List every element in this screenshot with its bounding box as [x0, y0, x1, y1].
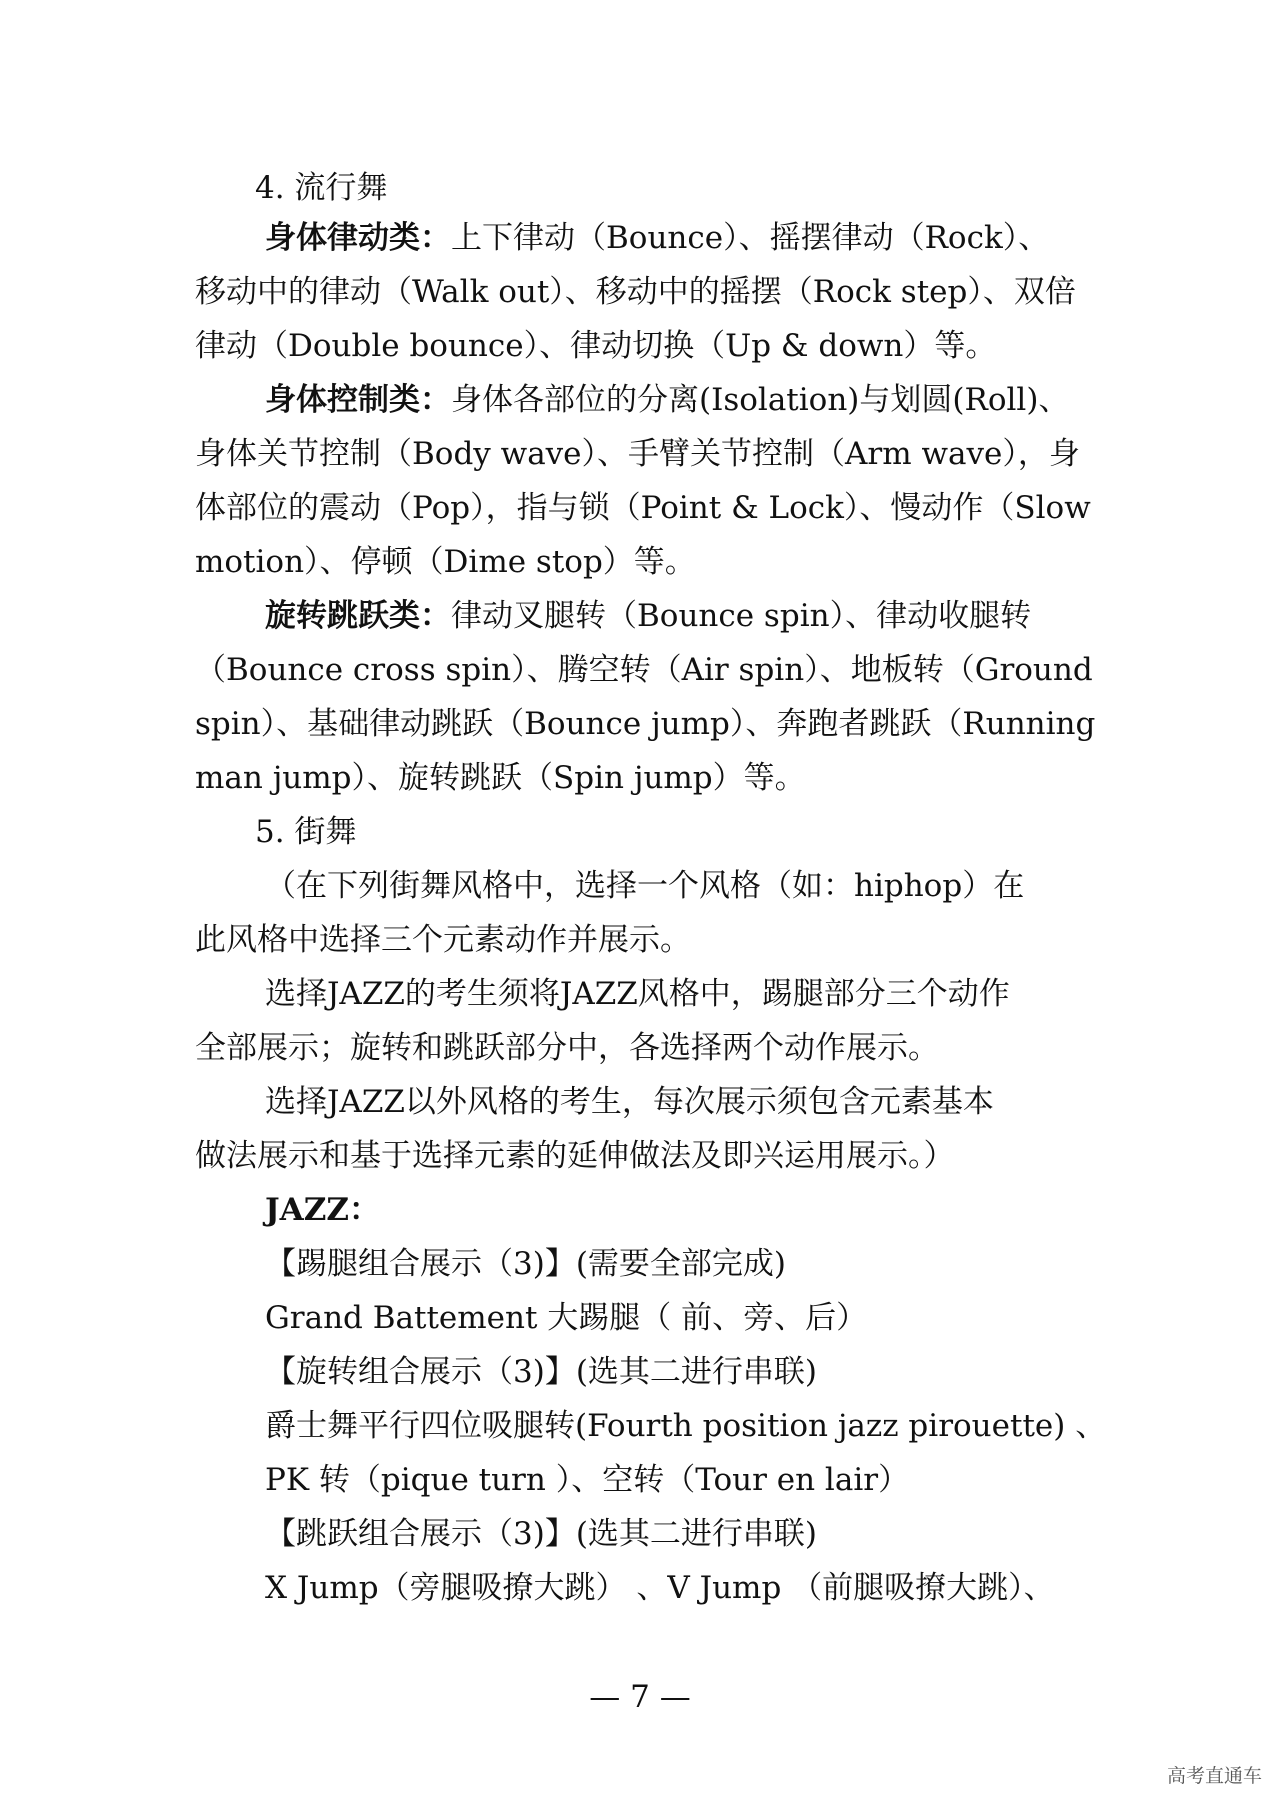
- street-paragraph-2-line-1: 选择JAZZ的考生须将JAZZ风格中，踢腿部分三个动作: [265, 976, 1010, 1012]
- jazz-jump-body: X Jump（旁腿吸撩大跳） 、V Jump （前腿吸撩大跳）、: [265, 1570, 1055, 1606]
- category-label-spin: 旋转跳跃类：: [265, 598, 451, 634]
- spin-text-1: 律动叉腿转（Bounce spin）、律动收腿转: [451, 598, 1032, 634]
- paragraph-control-line-1: [265, 380, 1165, 420]
- jazz-kick-heading: 【踢腿组合展示（3)】(需要全部完成): [265, 1246, 787, 1282]
- paragraph-spin-line-4: man jump）、旋转跳跃（Spin jump）等。: [195, 760, 806, 796]
- paragraph-spin-line-1: [265, 596, 1165, 636]
- paragraph-rhythm-line-2: 移动中的律动（Walk out）、移动中的摇摆（Rock step）、双倍: [195, 274, 1076, 310]
- paragraph-spin-line-3: spin）、基础律动跳跃（Bounce jump）、奔跑者跳跃（Running: [195, 706, 1096, 742]
- street-paragraph-1-line-1: （在下列街舞风格中，选择一个风格（如：hiphop）在: [265, 868, 1025, 904]
- paragraph-control-line-3: 体部位的震动（Pop），指与锁（Point & Lock）、慢动作（Slow: [195, 490, 1091, 526]
- street-paragraph-3-line-2: 做法展示和基于选择元素的延伸做法及即兴运用展示。）: [195, 1138, 955, 1174]
- jazz-title: JAZZ：: [265, 1192, 380, 1228]
- paragraph-rhythm-line-1: [265, 218, 1165, 258]
- paragraph-rhythm-line-3: 律动（Double bounce）、律动切换（Up & down）等。: [195, 328, 997, 364]
- jazz-turn-heading: 【旋转组合展示（3)】(选其二进行串联): [265, 1354, 818, 1390]
- jazz-turn-body-1: 爵士舞平行四位吸腿转(Fourth position jazz pirouette) 、: [265, 1408, 1107, 1444]
- paragraph-control-line-4: motion）、停顿（Dime stop）等。: [195, 544, 696, 580]
- street-paragraph-1-line-2: 此风格中选择三个元素动作并展示。: [195, 922, 691, 958]
- street-paragraph-3-line-1: 选择JAZZ以外风格的考生，每次展示须包含元素基本: [265, 1084, 994, 1120]
- watermark: 高考直通车: [1166, 1765, 1262, 1787]
- paragraph-spin-line-2: （Bounce cross spin）、腾空转（Air spin）、地板转（Ground: [195, 652, 1093, 688]
- jazz-turn-body-2: PK 转（pique turn ）、空转（Tour en lair）: [265, 1462, 910, 1498]
- rhythm-text-1: 上下律动（Bounce）、摇摆律动（Rock）、: [451, 220, 1050, 256]
- section-heading-street-dance: 5. 街舞: [255, 814, 357, 850]
- section-heading-popular-dance: 4. 流行舞: [255, 170, 388, 206]
- control-text-1: 身体各部位的分离(Isolation)与划圆(Roll)、: [451, 382, 1070, 418]
- category-label-rhythm: 身体律动类：: [265, 220, 451, 256]
- street-paragraph-2-line-2: 全部展示；旋转和跳跃部分中，各选择两个动作展示。: [195, 1030, 939, 1066]
- category-label-control: 身体控制类：: [265, 382, 451, 418]
- jazz-kick-body: Grand Battement 大踢腿（ 前、旁、后）: [265, 1300, 868, 1336]
- paragraph-control-line-2: 身体关节控制（Body wave）、手臂关节控制（Arm wave），身: [195, 436, 1080, 472]
- jazz-jump-heading: 【跳跃组合展示（3)】(选其二进行串联): [265, 1516, 818, 1552]
- page-number: — 7 —: [589, 1679, 691, 1715]
